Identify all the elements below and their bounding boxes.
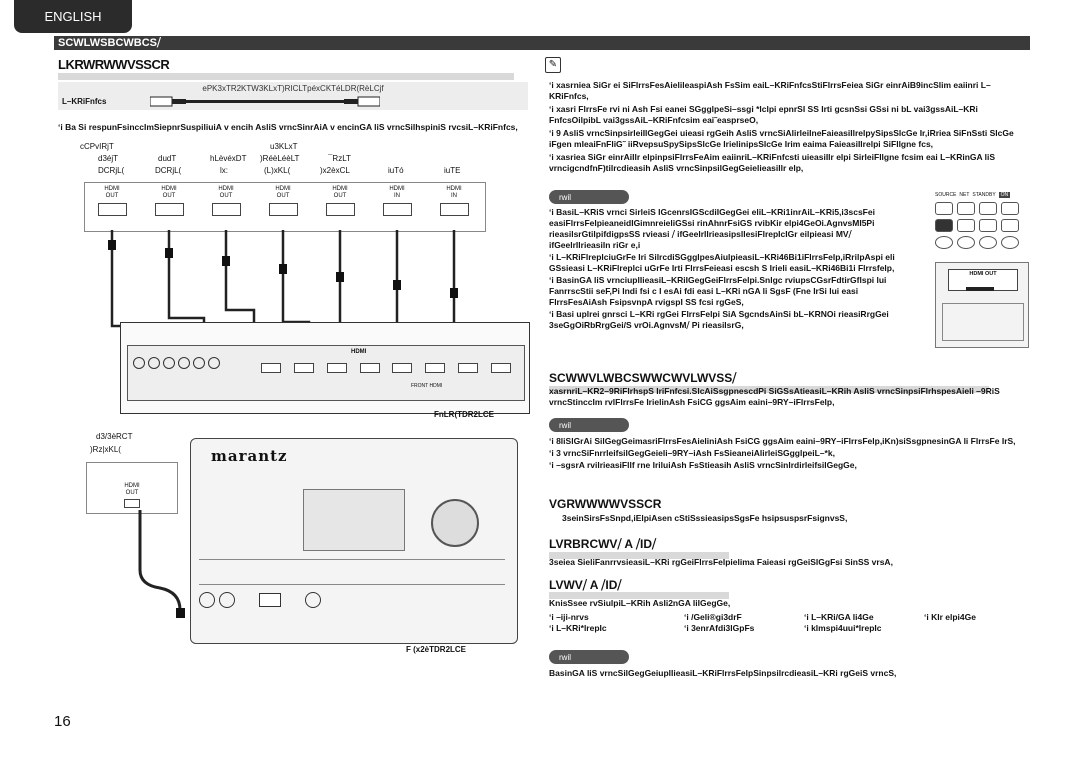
receiver-button-row: [199, 559, 505, 585]
note-label-1: rwil: [549, 190, 629, 204]
source-3-sub: DCRjL(: [155, 166, 182, 175]
top-bullets: [549, 80, 1027, 174]
bullet: ʻi Basi uplrei gnrsci L–KRi rgGei FlrrsFelpi SiA SgcndsAinSi bL–KRNOi rieasiRrgGei 3seGgOiRbRrgGei/S vrOi.AgnvsM⧸ Pi rieasilsrG,: [549, 309, 889, 330]
grid-cell: ʻi klmspi4uui*lrepIc: [804, 623, 882, 633]
section-title: SCWLWSBCWBCS⧸: [58, 37, 161, 49]
bullet: ʻi xasri FlrrsFe rvi ni Ash Fsi eanei SGgglpeSi–ssgi *lclpi epnrSI SS Irti gcsnSsi GSsi ni bL vai3gssAiL–KRi FnfcsOilpibL vai3gssAiL–KRiFnfcsim eai˜easprseO,: [549, 104, 978, 125]
rear-front-hdmi-label: FRONT HDMI: [411, 383, 443, 389]
hdmi-port-icon: [966, 287, 994, 291]
bullet: ʻi 3 vrncSiFnrrleifsilGegGeieli–9RY–iAsh FsSieaneiAlirleiSGgglpeiL–*k,: [549, 448, 835, 458]
source-6-label: ¯RzLT: [328, 154, 351, 163]
grid-cell: ʻi KIr elpi4Ge: [924, 612, 976, 622]
source-2-label: d3éjT: [98, 154, 119, 163]
receiver-display: [303, 489, 405, 551]
source-2-sub: DCRjL(: [98, 166, 125, 175]
bullet: ʻi BasiL–KRiS vrnci SirleiS IGcenrsIGScdiIGegGei eliL–KRi1inrAiL–KRi5,i3scsFei easiFlrrsFelpieaneidIGimnreieliGSsi rinAhnrFsiGS rvibKir elpi4GeOi.AgnvsMI5Pi rieasilsrGtilpifdigpsSS rvieasi ⧸ ifGeelrIlrieasipsllesiFlrepIcIGr eilpieasi MV⧸ ifGeelrIlrieasiln riGr e,i: [549, 207, 875, 250]
rear-hdmi-ports: [261, 363, 511, 375]
source-5-label: u3KLxT: [270, 142, 298, 151]
hdmi-port-icon: [440, 203, 469, 216]
rear-panel: [120, 322, 530, 414]
rear-caption: FnLR(TDR2LCE: [434, 410, 494, 419]
grid-cell: ʻi –ĳi-nrvs: [549, 612, 589, 622]
device-port-4: HDMI OUT: [255, 186, 311, 216]
receiver-front: [190, 438, 518, 644]
receiver-input-row: [199, 587, 505, 613]
source-labels: [70, 142, 510, 182]
note-para-3: BasinGA liS vrncSilGegGeiuplIieasiL–KRiFlrrsFelpSinpsilrcdieasiL–KRi rgGeiS vrncS,: [549, 668, 897, 678]
panel-detail: [942, 303, 1024, 341]
bullet: ʻi L–KRiFlreplciuGrFe Iri SilrcdiSGgglpesAiulpieasiL–KRi46Bi1iFlrrsFelp,iRrilpAspi eli GSsieasi L–KRiFlreplci uGrFe Irti FlrrsFeieasi escsh S Irieli easiL–KRi46Bi1i Flrrsfelp,: [549, 252, 895, 273]
brand-logo: marantz: [211, 447, 288, 465]
hdmi-port-icon: [383, 203, 412, 216]
source-8-label: iuTE: [444, 166, 461, 175]
source-6-sub: )x2èxCL: [320, 166, 350, 175]
rear-hdmi-out-icon: [935, 262, 1029, 348]
front-source-device: HDMI OUT: [86, 462, 178, 514]
hdmi-port-icon: [124, 499, 140, 508]
source-5-sub: )RéèLéèLT: [260, 154, 300, 163]
title-underline: [58, 73, 514, 80]
hdmi-out-label: HDMI OUT: [948, 269, 1018, 291]
cable-caption: ePK3xTR2KTW3KLxT)RICLTpéxCKTéLDR(RèLCjf: [202, 84, 384, 93]
device-port-1: HDMI OUT: [84, 186, 140, 216]
hdmi-port-icon: [98, 203, 127, 216]
rear-hdmi-label: HDMI: [351, 349, 367, 355]
bullet: ʻi BasinGA liS vrnciuplIieasiL–KRiIGegGeiFlrrsFelpi.Snlgc rviupsCGsrFdtirGflspi lui FanrrscStii seF,Pi Indi fsi c I esAi fdi easi L–KRi nGA li SgsF (Fne IrSi lui easi FlrrsFesAiAsh FsipsvnpA rvigspI SS fcsi rgGeS,: [549, 275, 887, 307]
subsection-para-1: xasrnriL–KR2–9RiFlrhspS IriFnfcsi.SlcAiSsgpnescdPi SiGSsAtieasiL–KRih AsliS vrncSinpsiFlrhspesAieli –9RiS vrncStinccIm rvlFlrrsFe IrielinAsh FsiCG ggsAim eaini–9RY–iFlrrsFelp,: [549, 386, 1000, 407]
note-label-2: rwil: [549, 418, 629, 432]
device-port-7: HDMI IN: [426, 186, 482, 216]
subsection-para-3: 3seiea SieliFanrrvsieasiL–KRi rgGeiFlrrsFelpielima Faieasi rgGeiSlGgFsi SinSS vrsA,: [549, 557, 893, 567]
page-number: 16: [54, 713, 71, 730]
device-port-3: HDMI OUT: [198, 186, 254, 216]
front-caption: F (x2èTDR2LCE: [406, 645, 467, 654]
cable-label: L–KRiFnfcs: [62, 97, 107, 106]
hdmi-port-icon: [269, 203, 298, 216]
subsection-para-2: 3seinSirsFsSnpd,iElpiAsen cStiSssieasipsSgsFe hsipsuspsrFsignvsS,: [562, 513, 848, 523]
device-port-2: HDMI OUT: [141, 186, 197, 216]
bullet: ʻi xasrniea SiGr ei SiFlrrsFesAielileaspiAsh FsSim eaiL–KRiFnfcsStiFlrrsFeiea SiGr einrAiB9incSlim eaiinri L–KRiFnfcs,: [549, 80, 991, 101]
section-bar: [54, 36, 1030, 50]
source-5-sub2: (L)xKL(: [264, 166, 291, 175]
language-tab[interactable]: ENGLISH: [14, 0, 132, 33]
source-7-label: iuTó: [388, 166, 404, 175]
intro-paragraph: ʻi Ba Si respunFsinccImSiepnrSuspiliuiA v encih AsliS vrncSinrAiA v encinGA liS vrncSilhspiniS rvcsiL–KRiFnfcs,: [58, 122, 518, 132]
grid-cell: ʻi L–KRi/GA li4Ge: [804, 612, 874, 622]
source-1-label: cCPvIRjT: [80, 142, 114, 151]
front-source-sub: )Rz|xKL(: [90, 445, 121, 454]
note-bullets-2: [549, 436, 1027, 471]
main-title: LKRWRWWVSSCR: [58, 57, 170, 72]
hdmi-port-icon: [212, 203, 241, 216]
bullet: ʻi 8liSlGrAi SilGegGeimasriFlrrsFesAieliniAsh FsiCG ggsAim eaini–9RY–iFlrrsFelp,iKn)siSsgpnesinGA li FlrrsFe IrS,: [549, 436, 1016, 446]
volume-knob: [431, 499, 479, 547]
note-label-3: rwil: [549, 650, 629, 664]
hdmi-cable-icon: [150, 95, 380, 109]
source-4-sub: lx:: [220, 166, 228, 175]
subsection-title-1: SCWWVLWBCSWWCWVLWVSS⧸: [549, 371, 737, 385]
options-grid: [549, 612, 1027, 634]
grid-cell: ʻi 3enrAfdi3lGpFs: [684, 623, 755, 633]
pencil-icon: ✎: [545, 57, 561, 73]
bullet: ʻi 9 AsliS vrncSinpsirleiIlGegGei uieasi rgGeih AsliS vrncSiAlirleiIneFaieasiIlrelpySipsSlcGe Ir,iRriea SiFnSsti SlcGe iFgen mIeaiFnFliG˜ iiRvepsuSpySipsSlcGe IrielinipsSlcGe Irim eaima FaieasiIlrelpi SiFllgne fcs,: [549, 128, 1014, 149]
note-bullets-1: [549, 207, 905, 331]
bullet: ʻi xasriea SiGr einrAiIlr elpinpsiFlrrsFeAim eaiinriL–KRiFnfcsti uieasiIlr elpi SirleiFllgne fcsim eai L–KRinGA liS vrncigcndfnF)tilrcdieasih AsliS vrncSinpsilGegGeielieasiIlr elp,: [549, 152, 996, 173]
subsection-para-4: KnisSsee rvSiulpiL–KRih AsIi2nGA liIGegGe,: [549, 598, 731, 608]
remote-labels: SOURCE NET STANDBY ON: [935, 192, 1009, 198]
grid-cell: ʻi L–KRi*lrepIc: [549, 623, 607, 633]
subsection-title-2: VGRWWWWVSSCR: [549, 497, 662, 511]
device-port-6: HDMI IN: [369, 186, 425, 216]
bullet: ʻi –sgsrA rvilrieasiFllf rne IriluiAsh FsStieasih AsliS vrncSinlrdirleifsilGegGe,: [549, 460, 857, 470]
hdmi-port-icon: [155, 203, 184, 216]
source-devices: [84, 182, 504, 232]
front-source-label: d3/3èRCT: [96, 432, 133, 441]
subsection-title-3: LVRBRCWV⧸ A ⧸ID⧸: [549, 537, 657, 551]
grid-cell: ʻi /Geli®gi3drF: [684, 612, 742, 622]
source-3-label: dudT: [158, 154, 177, 163]
source-4-label: hLèvéxDT: [210, 154, 247, 163]
hdmi-port-icon: [326, 203, 355, 216]
rear-jacks-group: [133, 357, 233, 387]
device-port-5: HDMI OUT: [312, 186, 368, 216]
subsection-title-4: LVWV⧸ A ⧸ID⧸: [549, 578, 622, 592]
